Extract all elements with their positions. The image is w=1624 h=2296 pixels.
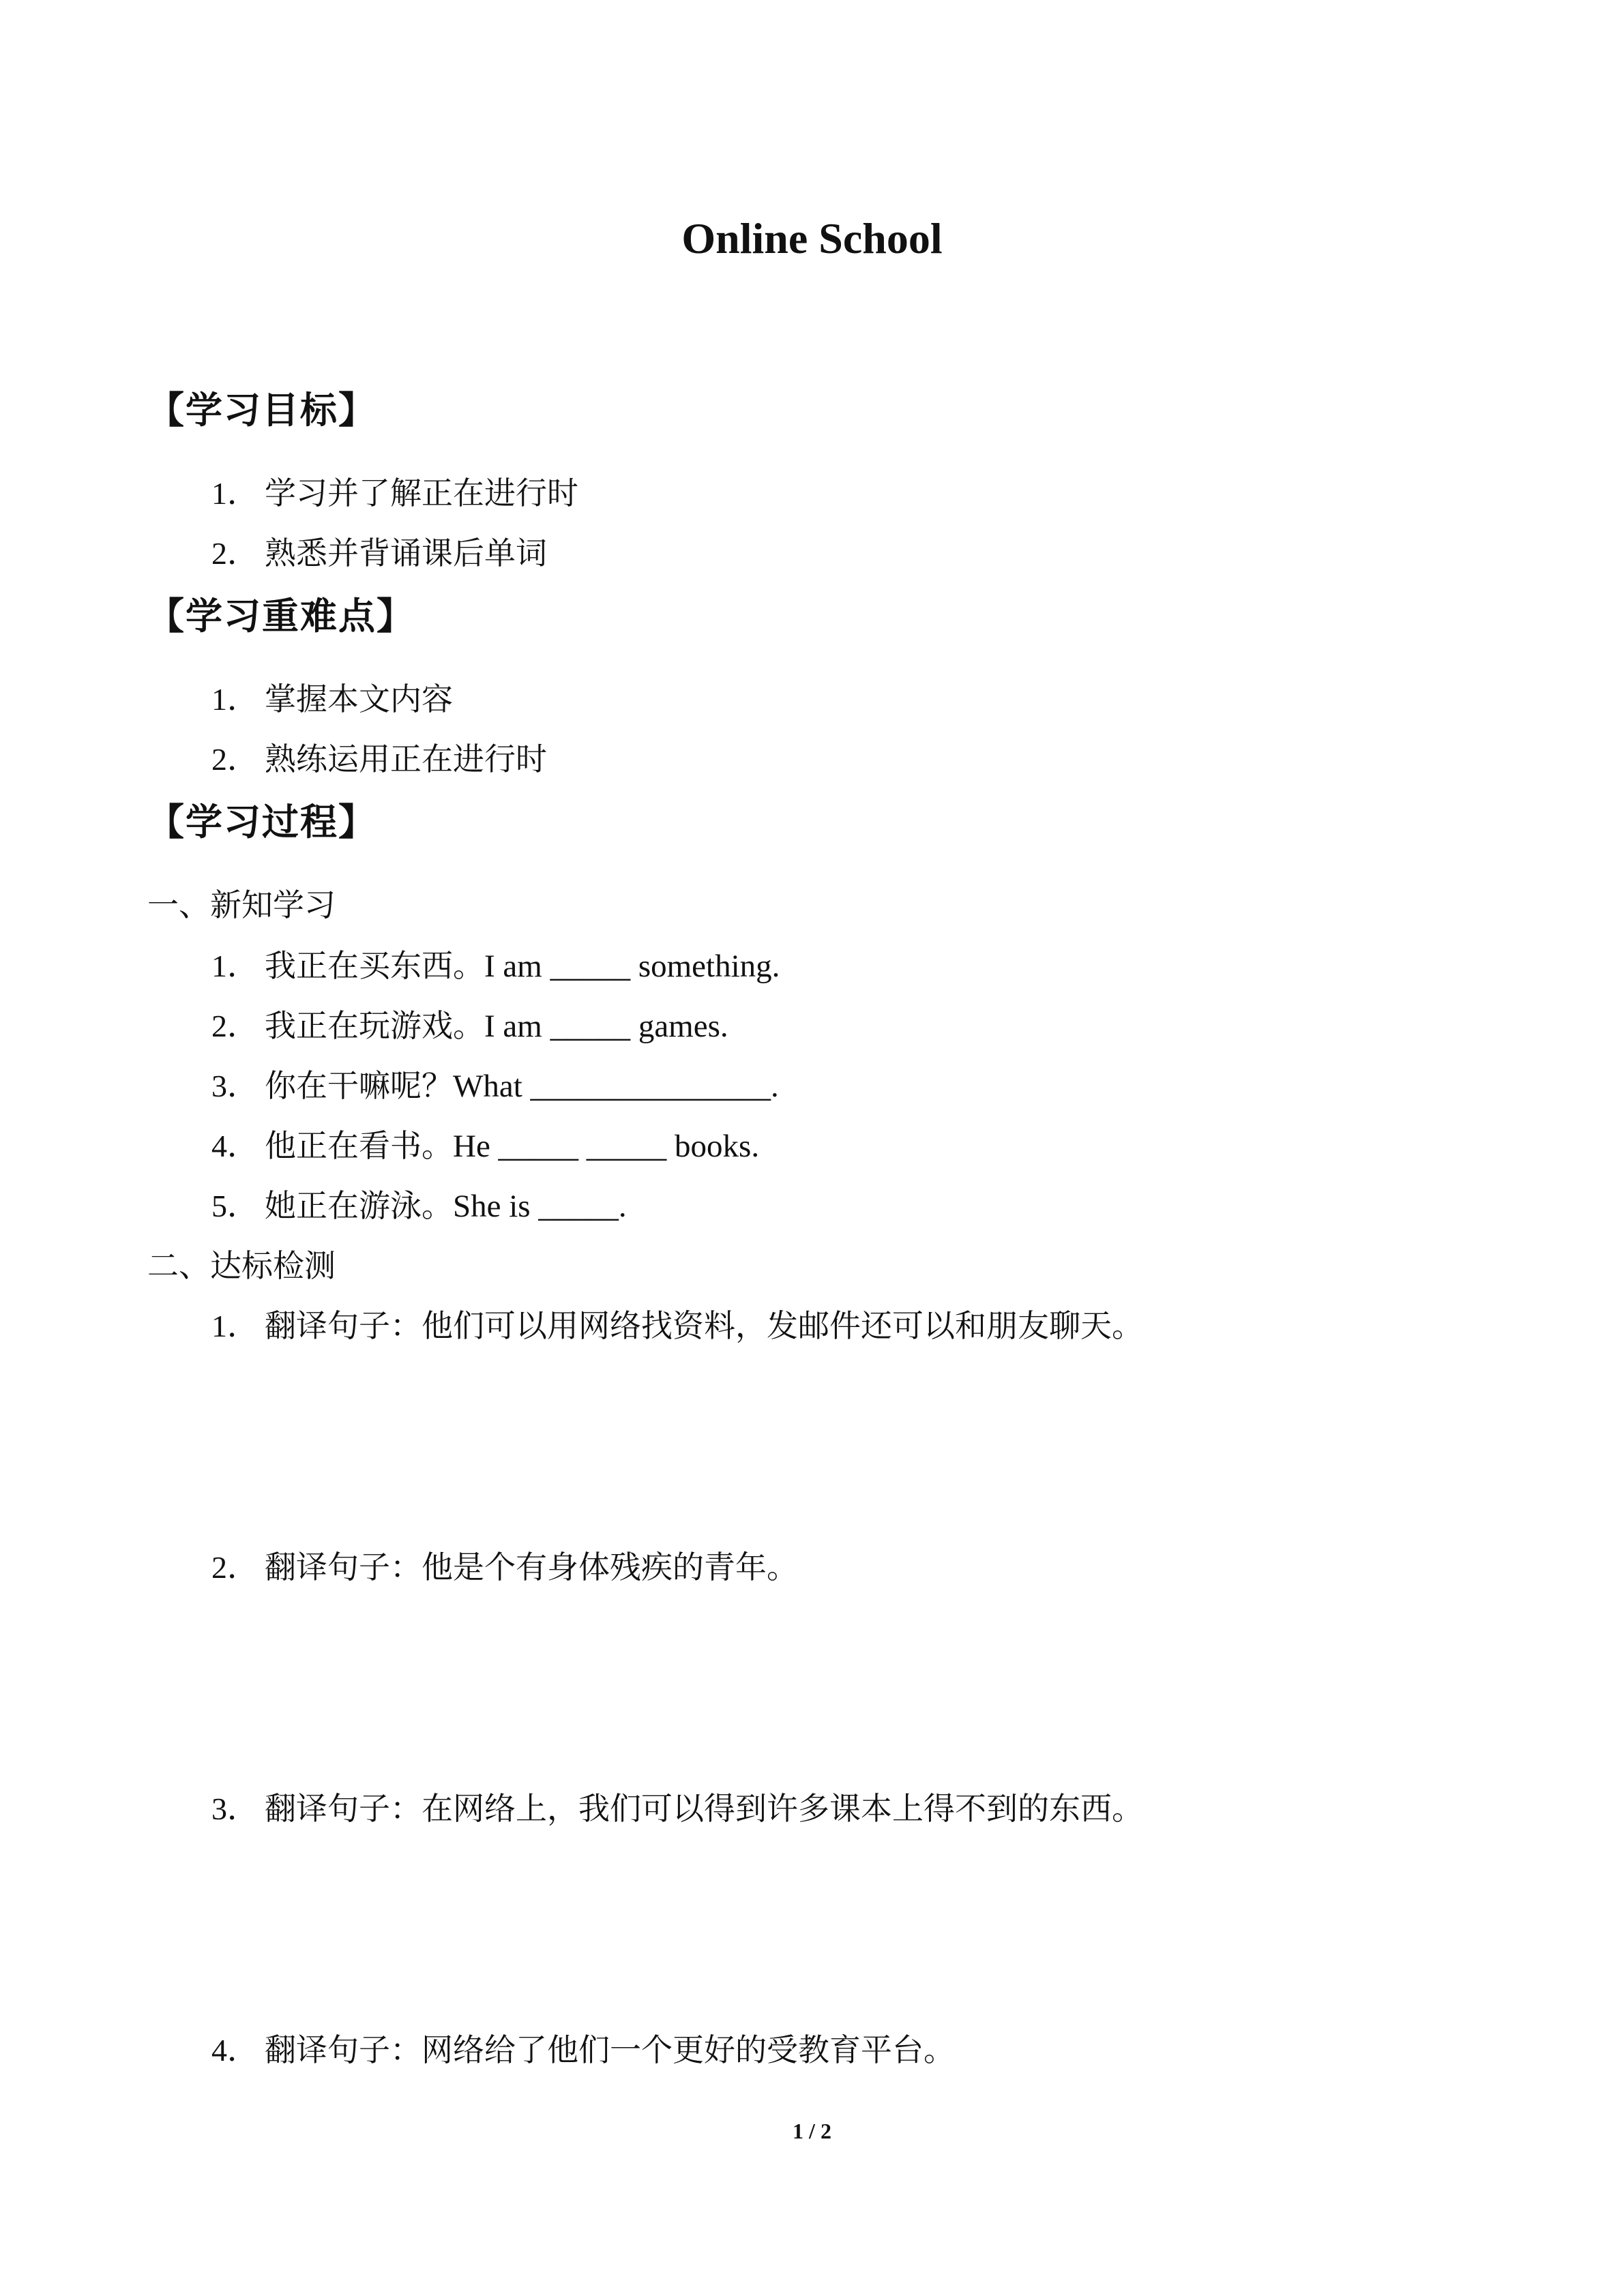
document-title: Online School [681, 214, 943, 263]
key-point-item-1: 1． 掌握本文内容 [211, 681, 453, 717]
exercise-item-5: 5． 她正在游泳。She is _____. [211, 1187, 627, 1224]
exercise-item-1: 1． 我正在买东西。I am _____ something. [211, 947, 780, 984]
translation-item-2: 2． 翻译句子：他是个有身体残疾的青年。 [211, 1549, 798, 1585]
key-point-item-2: 2． 熟练运用正在进行时 [211, 741, 547, 777]
translation-item-1: 1． 翻译句子：他们可以用网络找资料，发邮件还可以和朋友聊天。 [211, 1307, 1143, 1344]
part1-label: 一、新知学习 [147, 886, 336, 923]
exercise-item-4: 4． 他正在看书。He _____ _____ books. [211, 1127, 760, 1164]
heading-key-points: 【学习重难点】 [147, 595, 415, 638]
translation-item-4: 4． 翻译句子：网络给了他们一个更好的受教育平台。 [211, 2031, 955, 2068]
exercise-item-2: 2． 我正在玩游戏。I am _____ games. [211, 1007, 728, 1044]
exercise-item-3: 3． 你在干嘛呢？What _______________. [211, 1067, 779, 1104]
translation-item-3: 3． 翻译句子：在网络上，我们可以得到许多课本上得不到的东西。 [211, 1790, 1143, 1827]
part2-label: 二、达标检测 [147, 1247, 336, 1284]
heading-learning-goals: 【学习目标】 [147, 389, 377, 432]
goal-item-1: 1． 学习并了解正在进行时 [211, 475, 578, 511]
heading-learning-process: 【学习过程】 [147, 801, 377, 844]
goal-item-2: 2． 熟悉并背诵课后单词 [211, 535, 547, 571]
page-number: 1 / 2 [793, 2119, 831, 2143]
